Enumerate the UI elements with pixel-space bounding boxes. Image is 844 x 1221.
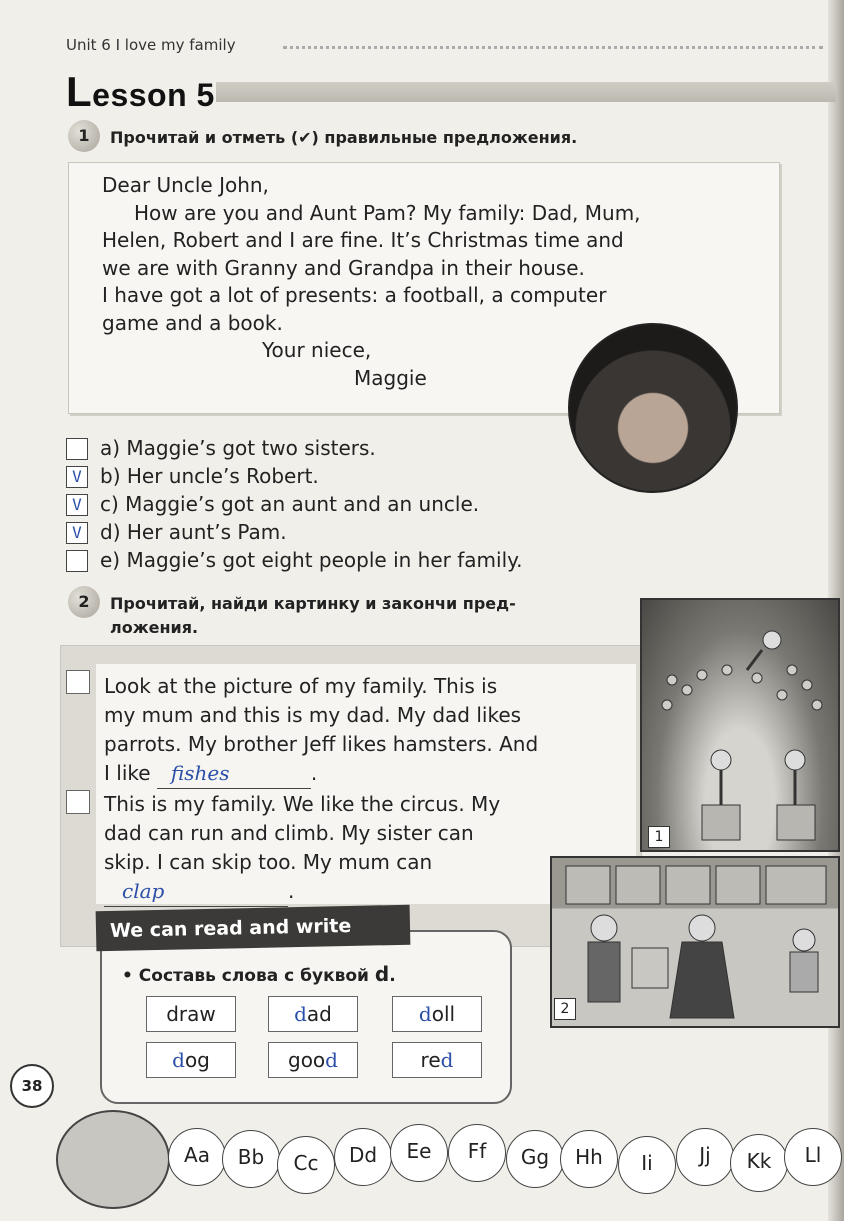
paragraph-line: Look at the picture of my family. This is	[104, 674, 498, 698]
alphabet-bubble: Dd	[334, 1128, 392, 1186]
letter-line: Maggie	[354, 365, 427, 390]
letter-line: Helen, Robert and I are fine. It’s Christmas time and	[102, 228, 624, 252]
alphabet-bubble: Hh	[560, 1130, 618, 1188]
caterpillar-head-icon	[56, 1110, 170, 1209]
picture-number-box-1[interactable]	[66, 670, 90, 694]
exercise-2-number: 2	[68, 586, 100, 618]
header-dotted-line	[283, 46, 823, 49]
word-box-dad[interactable]: dad	[268, 996, 358, 1032]
checkbox-e[interactable]	[66, 550, 88, 572]
maggie-photo	[568, 323, 738, 493]
letter-line: we are with Granny and Grandpa in their house.	[102, 255, 585, 280]
paragraph-line: I like fishes .	[104, 759, 634, 789]
word-task-text: • Составь слова с буквой d.	[122, 962, 396, 986]
we-can-read-and-write-banner: We can read and write	[96, 905, 411, 952]
alphabet-bubble: Jj	[676, 1128, 734, 1186]
picture-2-label: 2	[554, 998, 576, 1020]
picture-1-label: 1	[648, 826, 670, 848]
alphabet-bubble: Ii	[618, 1136, 676, 1194]
alphabet-bubble: Ll	[784, 1128, 842, 1186]
word-box-good[interactable]: good	[268, 1042, 358, 1078]
letter-line: How are you and Aunt Pam? My family: Dad, Mum,	[134, 200, 641, 225]
picture-number-box-2[interactable]	[66, 790, 90, 814]
paragraph-line: dad can run and climb. My sister can	[104, 821, 474, 845]
alphabet-bubble: Aa	[168, 1128, 226, 1186]
letter-line: Dear Uncle John,	[102, 173, 269, 197]
checkbox-b[interactable]: V	[66, 466, 88, 488]
statement-b: b) Her uncle’s Robert.	[100, 464, 319, 488]
circus-picture	[640, 598, 840, 852]
answer-clap[interactable]: clap	[104, 877, 288, 907]
paragraph-1	[104, 672, 634, 789]
word-box-draw[interactable]: draw	[146, 996, 236, 1032]
alphabet-bubble: Ff	[448, 1124, 506, 1182]
alphabet-bubble: Gg	[506, 1130, 564, 1188]
alphabet-bubble: Ee	[390, 1124, 448, 1182]
exercise-1-task: Прочитай и отметь (✔) правильные предложения.	[110, 128, 578, 147]
lesson-title: Lesson 5	[66, 68, 215, 115]
letter-line: Your niece,	[262, 338, 372, 362]
paragraph-line: clap .	[104, 877, 634, 907]
statement-c: c) Maggie’s got an aunt and an uncle.	[100, 492, 480, 516]
alphabet-bubble: Bb	[222, 1130, 280, 1188]
paragraph-line: my mum and this is my dad. My dad likes	[104, 703, 522, 727]
aquarium-illustration	[552, 858, 838, 1026]
paragraph-line: parrots. My brother Jeff likes hamsters. And	[104, 732, 539, 756]
unit-header: Unit 6 I love my family	[66, 36, 236, 54]
answer-fishes[interactable]: fishes	[157, 759, 311, 789]
aquarium-picture	[550, 856, 840, 1028]
letter-line: I have got a lot of presents: a football, a computer	[102, 283, 607, 307]
exercise-2-task-line2: ложения.	[110, 618, 199, 637]
statement-d: d) Her aunt’s Pam.	[100, 520, 287, 544]
exercise-2-task-line1: Прочитай, найди картинку и закончи пред-	[110, 594, 516, 613]
word-box-red[interactable]: red	[392, 1042, 482, 1078]
lesson-title-bar	[216, 82, 836, 102]
alphabet-bubble: Cc	[277, 1136, 335, 1194]
paragraph-line: skip. I can skip too. My mum can	[104, 850, 433, 874]
alphabet-bubble: Kk	[730, 1134, 788, 1192]
statement-e: e) Maggie’s got eight people in her family.	[100, 548, 523, 572]
circus-illustration	[642, 600, 838, 850]
letter-line: game and a book.	[102, 310, 283, 335]
checkbox-d[interactable]: V	[66, 522, 88, 544]
paragraph-line: This is my family. We like the circus. My	[104, 792, 501, 816]
checkbox-a[interactable]	[66, 438, 88, 460]
word-box-dog[interactable]: dog	[146, 1042, 236, 1078]
exercise-1-number: 1	[68, 120, 100, 152]
page-number: 38	[10, 1064, 54, 1108]
checkbox-c[interactable]: V	[66, 494, 88, 516]
word-box-doll[interactable]: doll	[392, 996, 482, 1032]
statement-a: a) Maggie’s got two sisters.	[100, 436, 376, 460]
